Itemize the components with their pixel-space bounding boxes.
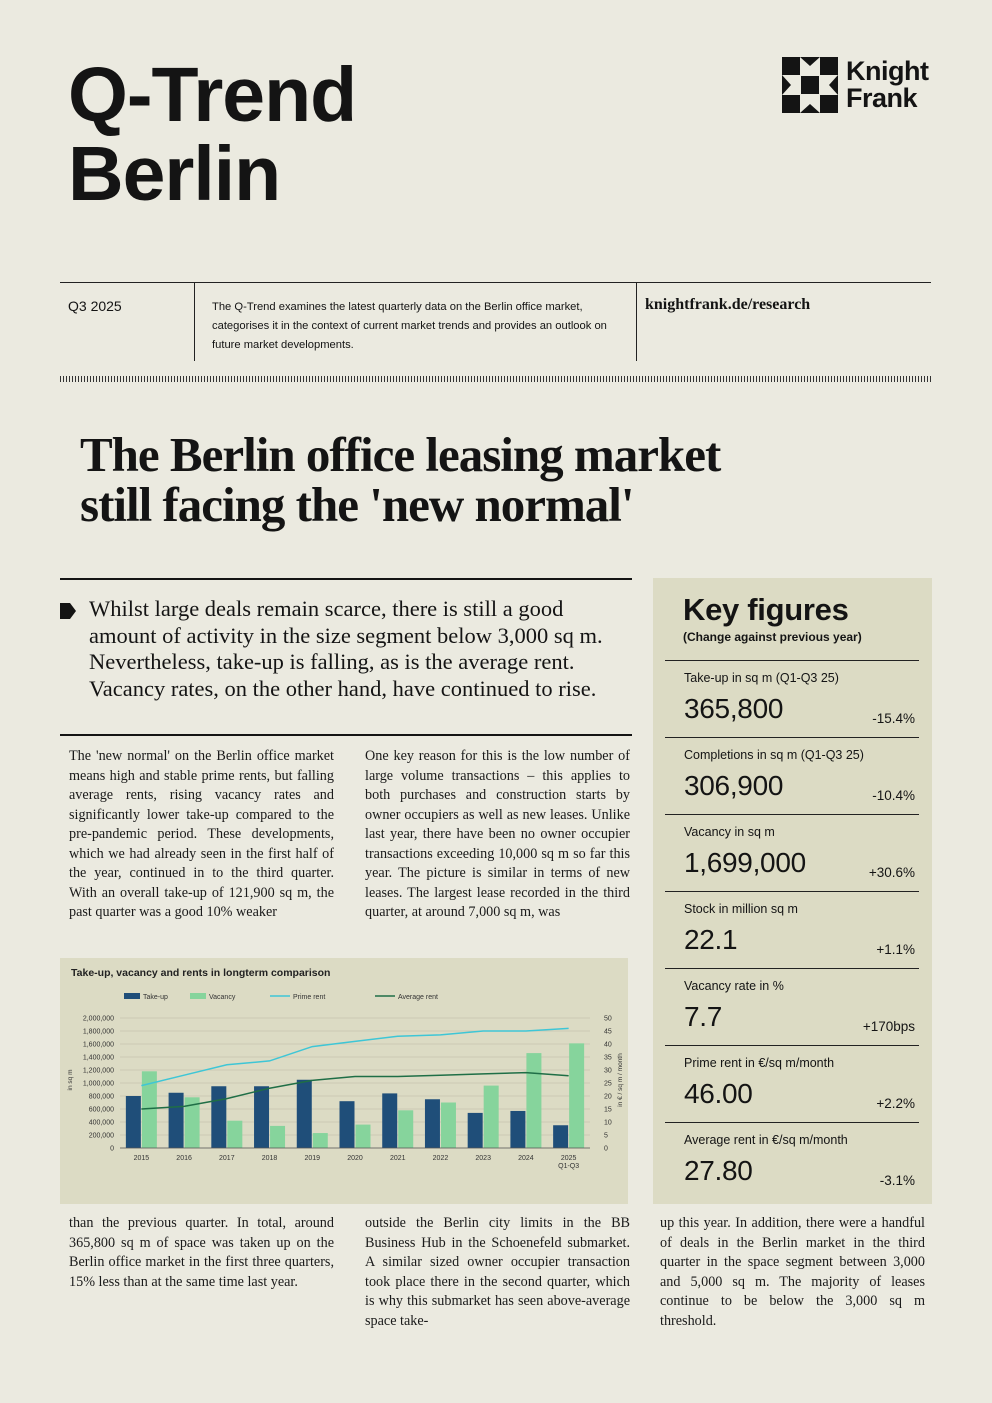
key-figure-change: -15.4%: [872, 711, 915, 726]
bar-vacancy: [398, 1110, 413, 1148]
key-figure-label: Stock in million sq m: [684, 902, 798, 916]
key-figure-label: Take-up in sq m (Q1-Q3 25): [684, 671, 839, 685]
key-figure-value: 306,900: [684, 770, 784, 801]
y2-tick-label: 10: [604, 1119, 612, 1127]
chart-lines: [141, 1028, 568, 1109]
x-tick-label: 2019: [304, 1155, 321, 1162]
bar-take-up: [425, 1099, 440, 1148]
meta-divider-2: [636, 282, 637, 361]
x-tick-label: 2017: [219, 1155, 235, 1162]
key-figure-value: 46.00: [684, 1078, 753, 1109]
y2-tick-label: 35: [604, 1054, 612, 1062]
bar-vacancy: [526, 1053, 541, 1148]
body-column-1-bottom: than the previous quarter. In total, around 365,800 sq m of space was taken up on the Berlin office market in the first three quarters, 15% less than at the same time last year.: [69, 1215, 334, 1290]
report-description: The Q-Trend examines the latest quarterly data on the Berlin office market, categorises it in the context of current market trends and provides an outlook on future market developments.: [212, 301, 607, 351]
headline-line-1: The Berlin office leasing market: [80, 427, 721, 482]
bar-take-up: [340, 1101, 355, 1148]
body-column-2-top: One key reason for this is the low number of large volume transactions – this applies to both purchases and construction starts by owner occupiers as well as new leases. Unlike last year, there have been no owner occupier transactions exceeding 10,000 sq m so far this year. The picture is similar in terms of new leases. The largest lease recorded in the third quarter, at around 7,000 sq m, was: [365, 748, 630, 920]
y2-tick-label: 15: [604, 1106, 612, 1114]
y-axis-label: in sq m: [67, 1069, 74, 1091]
key-figure-label: Completions in sq m (Q1-Q3 25): [684, 748, 864, 762]
headline: [80, 427, 721, 532]
y-tick-label: 2,000,000: [82, 1015, 114, 1023]
bullet-arrow-icon: [60, 603, 76, 619]
x-tick-label: 2016: [176, 1155, 192, 1162]
key-figures-title: Key figures: [683, 592, 849, 627]
key-figure-change: -10.4%: [872, 788, 915, 803]
y2-tick-label: 0: [604, 1145, 608, 1153]
chart-title: Take-up, vacancy and rents in longterm comparison: [71, 967, 331, 979]
takeup-vacancy-rents-chart: [60, 958, 628, 1204]
knight-frank-logo[interactable]: [782, 57, 928, 113]
y2-axis-label: in € / sq m / month: [617, 1053, 624, 1107]
key-figure-change: +170bps: [862, 1019, 915, 1034]
bar-vacancy: [441, 1103, 456, 1149]
bar-take-up: [553, 1125, 568, 1148]
legend-swatch: [190, 993, 206, 999]
key-figure-change: +1.1%: [876, 942, 915, 957]
x-tick-label: 2018: [261, 1155, 278, 1162]
bar-vacancy: [227, 1121, 242, 1148]
key-figure-label: Vacancy rate in %: [684, 979, 784, 993]
chart-bars: [126, 1043, 584, 1148]
research-link[interactable]: knightfrank.de/research: [645, 296, 811, 313]
bar-vacancy: [270, 1126, 285, 1148]
y2-tick-label: 5: [604, 1132, 608, 1140]
x-tick-label: 2025: [560, 1155, 577, 1162]
y-tick-label: 1,200,000: [82, 1067, 114, 1075]
x-tick-label: 2024: [518, 1155, 534, 1162]
y-tick-label: 1,800,000: [82, 1028, 114, 1036]
x-tick-label: 2021: [389, 1155, 406, 1162]
legend-swatch: [124, 993, 140, 999]
logo-mark-icon: [782, 57, 838, 113]
bar-vacancy: [356, 1125, 371, 1148]
y-tick-label: 400,000: [88, 1119, 114, 1127]
logo-wordmark: Knight Frank: [846, 56, 929, 113]
lead-rule-bottom: [60, 734, 632, 736]
title-line-1: Q-Trend: [68, 52, 357, 138]
key-figure-label: Vacancy in sq m: [684, 825, 775, 839]
key-figure-completions: [665, 737, 919, 814]
report-title: [68, 52, 357, 217]
y2-tick-label: 50: [604, 1015, 612, 1023]
key-figures-panel: [653, 578, 932, 1204]
body-column-1-top: The 'new normal' on the Berlin office market means high and stable prime rents, but falling average rents, rising vacancy rates and significantly lower take-up compared to the pre-pandemic period. These developments, which we had already seen in the first half of the year, continued in to the third quarter. With an overall take-up of 121,900 sq m, the past quarter was a good 10% weaker: [69, 748, 334, 920]
body-column-3-bottom: up this year. In addition, there were a handful of deals in the Berlin market in the third quarter in the space segment between 3,000 and 5,000 sq m. The majority of leases continue to be below the 3,000 sq m threshold.: [660, 1215, 925, 1329]
key-figure-change: +30.6%: [868, 865, 915, 880]
y-tick-label: 800,000: [88, 1093, 114, 1101]
key-figure-average-rent: [665, 1122, 919, 1199]
line-average-rent: [141, 1073, 568, 1109]
x-tick-label: 2023: [475, 1155, 491, 1162]
x-tick-sublabel: Q1-Q3: [558, 1163, 580, 1170]
y-tick-label: 1,000,000: [82, 1080, 114, 1088]
chart-svg: [60, 958, 628, 1204]
legend-label: Vacancy: [209, 994, 236, 1001]
y2-tick-label: 40: [604, 1041, 612, 1049]
lead-paragraph: Whilst large deals remain scarce, there is still a good amount of activity in the size segment below 3,000 sq m. Nevertheless, take-up is falling, as is the average rent. Vacancy rates, on the other hand, have continued to rise.: [89, 596, 603, 701]
key-figure-change: -3.1%: [879, 1173, 915, 1188]
chart-legend: [124, 993, 438, 1001]
legend-label: Average rent: [398, 994, 438, 1001]
quarter-label: Q3 2025: [68, 298, 122, 314]
legend-label: Take-up: [143, 994, 168, 1001]
bar-take-up: [211, 1086, 226, 1148]
y-tick-label: 600,000: [88, 1106, 114, 1114]
y2-tick-label: 45: [604, 1028, 612, 1036]
body-column-2-bottom: outside the Berlin city limits in the BB Business Hub in the Schoenefeld submarket. A similar sized owner occupier transaction took place there in the second quarter, which is why this submarket has seen above-average space take-: [365, 1215, 630, 1329]
title-line-2: Berlin: [68, 131, 281, 217]
bar-take-up: [254, 1086, 269, 1148]
key-figure-value: 1,699,000: [684, 847, 806, 878]
key-figure-value: 365,800: [684, 693, 784, 724]
bar-take-up: [510, 1111, 525, 1148]
key-figures-subtitle: (Change against previous year): [683, 630, 862, 644]
bar-take-up: [468, 1113, 483, 1148]
y2-tick-label: 25: [604, 1080, 612, 1088]
key-figure-vacancy: [665, 814, 919, 891]
bar-vacancy: [569, 1043, 584, 1148]
key-figure-value: 7.7: [684, 1001, 723, 1032]
x-tick-label: 2022: [432, 1155, 449, 1162]
headline-line-2: still facing the 'new normal': [80, 477, 634, 532]
y2-tick-label: 30: [604, 1067, 612, 1075]
header-divider: [60, 282, 931, 283]
key-figure-value: 27.80: [684, 1155, 753, 1186]
key-figure-take-up: [665, 660, 919, 737]
y-tick-label: 1,400,000: [82, 1054, 114, 1062]
key-figure-stock: [665, 891, 919, 968]
meta-divider-1: [194, 282, 195, 361]
lead-rule-top: [60, 578, 632, 580]
key-figure-change: +2.2%: [876, 1096, 915, 1111]
bar-take-up: [126, 1096, 141, 1148]
y-tick-label: 1,600,000: [82, 1041, 114, 1049]
y2-tick-label: 20: [604, 1093, 612, 1101]
key-figure-prime-rent: [665, 1045, 919, 1122]
key-figure-label: Prime rent in €/sq m/month: [684, 1056, 835, 1070]
bar-vacancy: [313, 1133, 328, 1148]
bar-vacancy: [484, 1086, 499, 1148]
y-tick-label: 0: [110, 1145, 114, 1153]
bar-take-up: [169, 1093, 184, 1148]
bar-take-up: [297, 1080, 312, 1148]
x-tick-label: 2015: [133, 1155, 150, 1162]
key-figure-label: Average rent in €/sq m/month: [684, 1133, 848, 1147]
y-tick-label: 200,000: [88, 1132, 114, 1140]
key-figure-value: 22.1: [684, 924, 738, 955]
x-tick-label: 2020: [347, 1155, 363, 1162]
key-figure-vacancy-rate: [665, 968, 919, 1045]
legend-label: Prime rent: [293, 994, 326, 1001]
hatched-divider: [60, 376, 931, 382]
bar-take-up: [382, 1093, 397, 1148]
